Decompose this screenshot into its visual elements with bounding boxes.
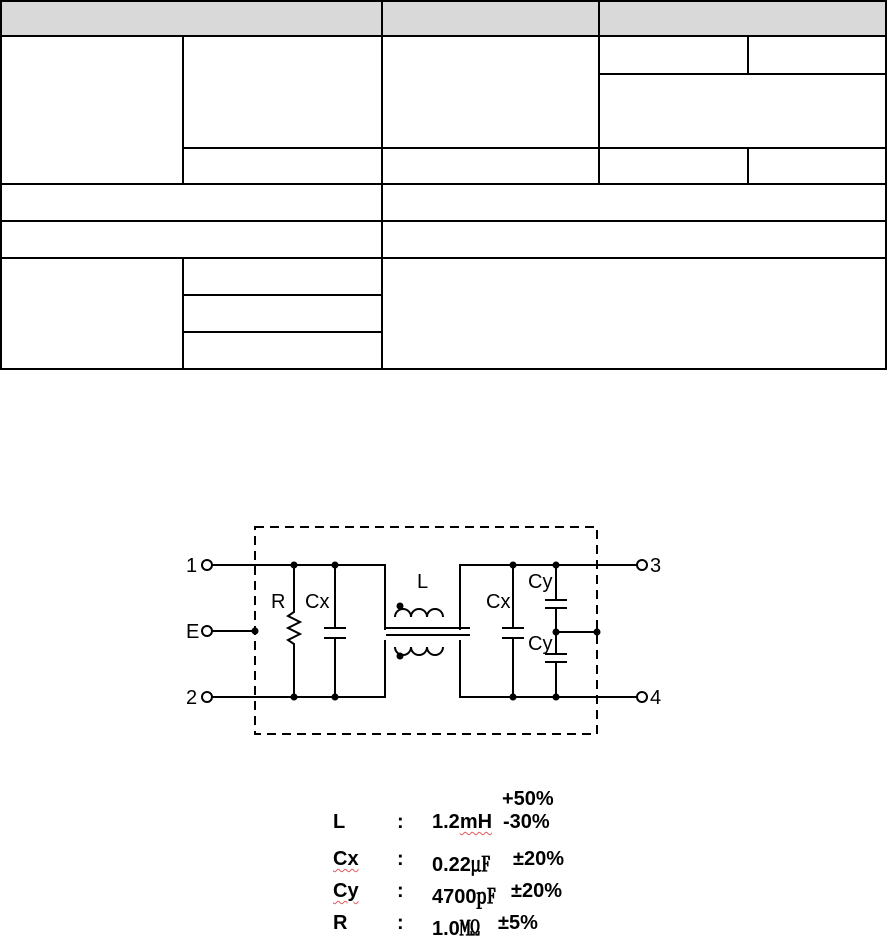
cy-bottom-label: Cy: [528, 633, 553, 655]
cy-tol: ±20%: [511, 880, 563, 902]
terminal-4: [637, 692, 647, 702]
cy-sep: :: [397, 880, 404, 902]
terminal-3: [637, 560, 647, 570]
terminal-e: [202, 626, 212, 636]
r-symbol: R: [333, 912, 348, 934]
terminal-4-label: 4: [650, 687, 662, 709]
cx-symbol: Cx: [333, 848, 359, 870]
terminal-2-label: 2: [186, 687, 198, 709]
cx-sep: :: [397, 848, 404, 870]
terminal-2: [202, 692, 212, 702]
terminal-3-label: 3: [650, 555, 662, 577]
terminal-e-label: E: [186, 621, 200, 643]
resistor-label: R: [271, 591, 286, 613]
l-tol-top: +50%: [502, 788, 554, 810]
enclosure-box: [255, 527, 597, 734]
cx-left-label: Cx: [305, 591, 330, 613]
cy-value: 4700㎊: [432, 886, 497, 908]
cx-right-label: Cx: [486, 591, 511, 613]
l-value: 1.2mH: [432, 811, 493, 833]
r-tol: ±5%: [498, 912, 538, 934]
polarity-dot-top: [397, 603, 404, 610]
cx-value: 0.22㎌: [432, 854, 491, 876]
l-symbol: L: [333, 811, 346, 833]
terminal-1-label: 1: [186, 555, 198, 577]
polarity-dot-bottom: [397, 653, 404, 660]
cx-tol: ±20%: [513, 848, 565, 870]
terminal-1: [202, 560, 212, 570]
r-value: 1.0㏁: [432, 918, 480, 940]
l-sep: :: [397, 811, 404, 833]
inductor-label: L: [417, 571, 429, 593]
r-sep: :: [397, 912, 404, 934]
cy-top-label: Cy: [528, 571, 553, 593]
l-tol: -30%: [503, 811, 550, 833]
cy-symbol: Cy: [333, 880, 359, 902]
